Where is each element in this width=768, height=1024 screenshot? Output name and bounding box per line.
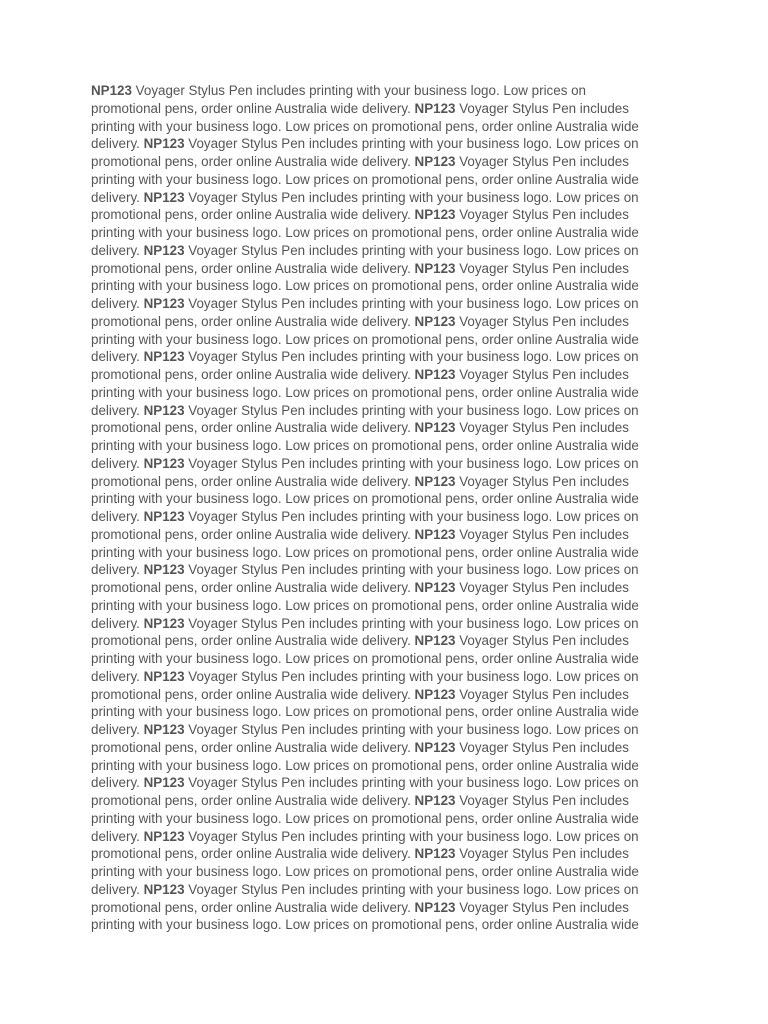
body-text: delivery. — [91, 562, 144, 578]
body-text: Voyager Stylus Pen includes — [455, 526, 629, 542]
body-text: Voyager Stylus Pen includes printing with your business logo. Low prices on — [184, 881, 639, 897]
product-code: NP123 — [414, 526, 456, 542]
body-text: delivery. — [91, 455, 144, 471]
body-text: Voyager Stylus Pen includes — [455, 420, 629, 436]
body-text: printing with your business logo. Low prices on promotional pens, order online Australia wide — [91, 384, 639, 400]
body-text: Voyager Stylus Pen includes printing with your business logo. Low prices on — [184, 402, 639, 418]
product-code: NP123 — [143, 242, 185, 258]
text-line — [91, 828, 679, 846]
text-line — [91, 881, 679, 899]
product-code: NP123 — [143, 615, 185, 631]
product-code: NP123 — [414, 260, 456, 276]
body-text: Voyager Stylus Pen includes — [455, 580, 629, 595]
text-line — [91, 561, 679, 579]
body-text: Voyager Stylus Pen includes printing with your business logo. Low prices on — [184, 562, 639, 578]
body-text: Voyager Stylus Pen includes — [455, 739, 629, 755]
body-text: promotional pens, order online Australia wide delivery. — [91, 100, 415, 116]
text-line — [91, 703, 679, 721]
text-line — [91, 260, 679, 278]
text-line — [91, 490, 679, 508]
text-line — [91, 313, 679, 331]
body-text: Voyager Stylus Pen includes — [455, 846, 629, 862]
body-text: printing with your business logo. Low prices on promotional pens, order online Australia wide — [91, 544, 639, 560]
body-text: printing with your business logo. Low prices on promotional pens, order online Australia wide — [91, 171, 639, 187]
body-text: delivery. — [91, 615, 144, 631]
body-text: Voyager Stylus Pen includes — [455, 313, 629, 329]
text-line — [91, 916, 679, 934]
text-line — [91, 899, 679, 917]
text-line — [91, 153, 679, 171]
text-line — [91, 739, 679, 757]
body-text: printing with your business logo. Low prices on promotional pens, order online Australia wide — [91, 118, 639, 134]
body-text: printing with your business logo. Low prices on promotional pens, order online Australia wide — [91, 491, 639, 507]
text-line — [91, 774, 679, 792]
product-code: NP123 — [143, 775, 185, 791]
product-code: NP123 — [143, 722, 185, 737]
body-text: Voyager Stylus Pen includes — [455, 899, 629, 915]
text-line — [91, 650, 679, 668]
body-text: printing with your business logo. Low prices on promotional pens, order online Australia wide — [91, 278, 639, 294]
body-text: Voyager Stylus Pen includes printing with your business logo. Low prices on — [184, 828, 639, 844]
text-line — [91, 100, 679, 118]
body-text: Voyager Stylus Pen includes printing with your business logo. Low prices on — [184, 722, 639, 737]
body-text: promotional pens, order online Australia wide delivery. — [91, 580, 415, 595]
body-text: printing with your business logo. Low prices on promotional pens, order online Australia wide — [91, 704, 639, 720]
product-code: NP123 — [143, 455, 185, 471]
text-line — [91, 668, 679, 686]
body-text: delivery. — [91, 349, 144, 365]
body-text: printing with your business logo. Low prices on promotional pens, order online Australia wide — [91, 438, 639, 453]
product-code: NP123 — [414, 793, 456, 808]
product-code: NP123 — [143, 402, 185, 418]
body-text: promotional pens, order online Australia wide delivery. — [91, 739, 415, 755]
body-text: Voyager Stylus Pen includes — [455, 154, 629, 169]
text-line — [91, 206, 679, 224]
text-line — [91, 118, 679, 136]
body-text: delivery. — [91, 136, 144, 152]
text-line — [91, 402, 679, 420]
body-text: Voyager Stylus Pen includes printing with your business logo. Low prices on — [184, 668, 639, 684]
body-text: Voyager Stylus Pen includes printing with your business logo. Low prices on — [184, 509, 639, 524]
product-code: NP123 — [414, 367, 456, 382]
product-code: NP123 — [414, 207, 456, 223]
product-code: NP123 — [414, 846, 456, 862]
body-text: Voyager Stylus Pen includes printing with your business logo. Low prices on — [184, 349, 639, 365]
body-text: promotional pens, order online Australia wide delivery. — [91, 899, 415, 915]
body-text: promotional pens, order online Australia wide delivery. — [91, 846, 415, 862]
product-code: NP123 — [414, 100, 456, 116]
body-text: delivery. — [91, 668, 144, 684]
text-line — [91, 384, 679, 402]
body-text: promotional pens, order online Australia wide delivery. — [91, 420, 415, 436]
body-text: Voyager Stylus Pen includes — [455, 473, 629, 489]
body-text: Voyager Stylus Pen includes printing with your business logo. Low prices on — [184, 775, 639, 791]
product-code: NP123 — [143, 828, 185, 844]
text-line — [91, 242, 679, 260]
text-line — [91, 135, 679, 153]
text-line — [91, 544, 679, 562]
body-text: Voyager Stylus Pen includes printing with your business logo. Low prices on — [184, 136, 639, 152]
text-line — [91, 171, 679, 189]
body-text: printing with your business logo. Low prices on promotional pens, order online Australia wide — [91, 225, 639, 240]
text-line — [91, 348, 679, 366]
text-line — [91, 632, 679, 650]
text-line — [91, 455, 679, 473]
body-text: delivery. — [91, 189, 144, 205]
body-text: promotional pens, order online Australia wide delivery. — [91, 473, 415, 489]
body-text: Voyager Stylus Pen includes printing with your business logo. Low prices on — [184, 242, 639, 258]
body-text: Voyager Stylus Pen includes — [455, 686, 629, 702]
product-code: NP123 — [143, 296, 185, 311]
text-line — [91, 508, 679, 526]
text-line — [91, 366, 679, 384]
text-line — [91, 757, 679, 775]
text-line — [91, 224, 679, 242]
product-code: NP123 — [414, 633, 456, 649]
body-text: Voyager Stylus Pen includes — [455, 207, 629, 223]
product-code: NP123 — [414, 473, 456, 489]
product-code: NP123 — [143, 189, 185, 205]
product-code: NP123 — [414, 686, 456, 702]
document-body — [91, 82, 679, 934]
product-code: NP123 — [143, 881, 185, 897]
body-text: promotional pens, order online Australia wide delivery. — [91, 633, 415, 649]
body-text: printing with your business logo. Low prices on promotional pens, order online Australia wide — [91, 757, 639, 773]
text-line — [91, 597, 679, 615]
body-text: delivery. — [91, 775, 144, 791]
product-code: NP123 — [143, 136, 185, 152]
body-text: Voyager Stylus Pen includes printing with your business logo. Low prices on — [184, 296, 639, 311]
product-code: NP123 — [414, 154, 456, 169]
text-line — [91, 277, 679, 295]
body-text: promotional pens, order online Australia wide delivery. — [91, 526, 415, 542]
product-code: NP123 — [414, 580, 456, 595]
body-text: promotional pens, order online Australia wide delivery. — [91, 793, 415, 808]
body-text: printing with your business logo. Low prices on promotional pens, order online Australia wide — [91, 917, 639, 933]
text-line — [91, 686, 679, 704]
text-line — [91, 419, 679, 437]
product-code: NP123 — [414, 420, 456, 436]
body-text: Voyager Stylus Pen includes — [455, 100, 629, 116]
body-text: Voyager Stylus Pen includes — [455, 793, 629, 808]
text-line — [91, 721, 679, 739]
text-line — [91, 579, 679, 597]
body-text: Voyager Stylus Pen includes printing with your business logo. Low prices on — [184, 189, 639, 205]
body-text: printing with your business logo. Low prices on promotional pens, order online Australia wide — [91, 651, 639, 666]
text-line — [91, 295, 679, 313]
text-line — [91, 863, 679, 881]
text-line — [91, 437, 679, 455]
body-text: delivery. — [91, 242, 144, 258]
body-text: printing with your business logo. Low prices on promotional pens, order online Australia wide — [91, 864, 639, 879]
text-line — [91, 526, 679, 544]
product-code: NP123 — [143, 562, 185, 578]
product-code: NP123 — [143, 668, 185, 684]
body-text: delivery. — [91, 296, 144, 311]
product-code: NP123 — [414, 739, 456, 755]
text-line — [91, 810, 679, 828]
body-text: promotional pens, order online Australia wide delivery. — [91, 367, 415, 382]
product-code: NP123 — [414, 313, 456, 329]
body-text: Voyager Stylus Pen includes — [455, 367, 629, 382]
product-code: NP123 — [143, 349, 185, 365]
body-text: Voyager Stylus Pen includes printing with your business logo. Low prices on — [184, 455, 639, 471]
body-text: printing with your business logo. Low prices on promotional pens, order online Australia wide — [91, 331, 639, 347]
text-line — [91, 189, 679, 207]
product-code: NP123 — [143, 509, 185, 524]
body-text: promotional pens, order online Australia wide delivery. — [91, 260, 415, 276]
body-text: promotional pens, order online Australia wide delivery. — [91, 154, 415, 169]
text-line — [91, 792, 679, 810]
text-line — [91, 615, 679, 633]
body-text: promotional pens, order online Australia wide delivery. — [91, 686, 415, 702]
body-text: Voyager Stylus Pen includes printing with your business logo. Low prices on — [131, 83, 586, 98]
body-text: delivery. — [91, 722, 144, 737]
body-text: delivery. — [91, 828, 144, 844]
body-text: Voyager Stylus Pen includes — [455, 633, 629, 649]
body-text: promotional pens, order online Australia wide delivery. — [91, 207, 415, 223]
body-text: printing with your business logo. Low prices on promotional pens, order online Australia wide — [91, 810, 639, 826]
product-code: NP123 — [414, 899, 456, 915]
product-code: NP123 — [91, 83, 132, 98]
text-line — [91, 331, 679, 349]
body-text: delivery. — [91, 402, 144, 418]
body-text: promotional pens, order online Australia wide delivery. — [91, 313, 415, 329]
body-text: Voyager Stylus Pen includes printing with your business logo. Low prices on — [184, 615, 639, 631]
body-text: printing with your business logo. Low prices on promotional pens, order online Australia wide — [91, 597, 639, 613]
body-text: Voyager Stylus Pen includes — [455, 260, 629, 276]
text-line — [91, 82, 679, 100]
text-line — [91, 845, 679, 863]
body-text: delivery. — [91, 881, 144, 897]
body-text: delivery. — [91, 509, 144, 524]
text-line — [91, 473, 679, 491]
